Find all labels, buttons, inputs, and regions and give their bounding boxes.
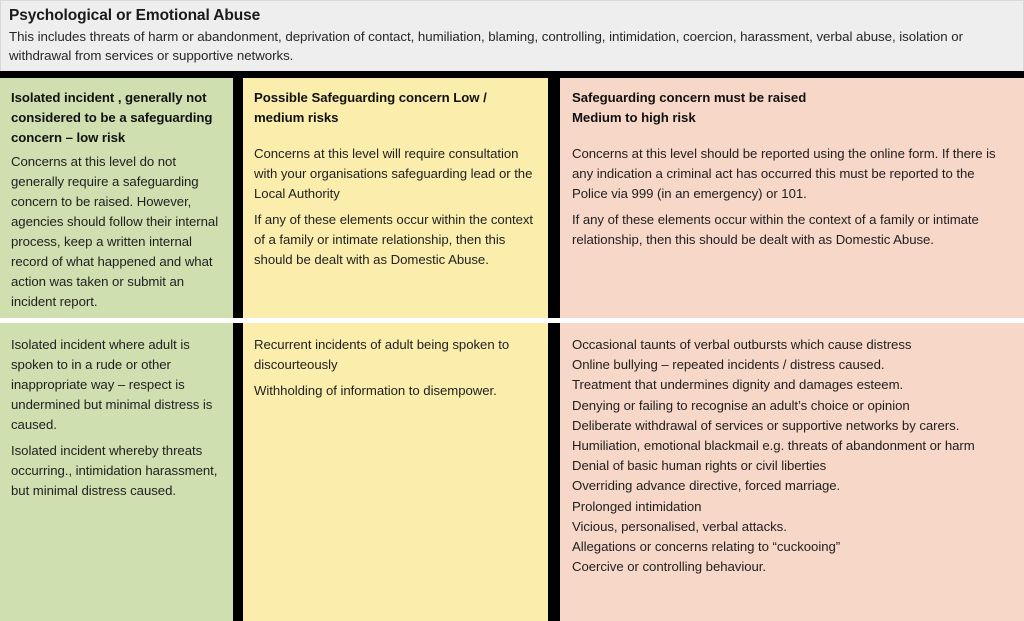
list-item: Online bullying – repeated incidents / distress caused. [572,357,885,373]
low-risk-guidance-paragraph: Concerns at this level do not generally require a safeguarding concern to be raised. However, agencies should follow their internal process, keep a written internal record of what happened and what action was taken or submit an incident report. [11,154,219,309]
low-risk-title-line-1: Isolated incident , generally not [11,90,207,105]
medium-risk-title-line-2: medium risks [254,110,339,125]
cell-low-risk-examples [0,323,233,621]
high-risk-title [572,88,1012,128]
cell-low-risk-guidance [0,78,233,318]
medium-risk-guidance-paragraph-2: If any of these elements occur within the context of a family or intimate relationship, then this should be dealt with as Domestic Abuse. [254,212,534,267]
column-high-risk-guidance [560,78,1024,318]
column-medium-risk-examples [243,323,548,621]
cell-high-risk-examples [560,323,1024,621]
high-risk-title-line-2: Medium to high risk [572,110,696,125]
list-item: Treatment that undermines dignity and damages esteem. [572,377,904,393]
spacer [254,132,537,144]
list-item: Humiliation, emotional blackmail e.g. threats of abandonment or harm [572,438,975,454]
list-item: Deliberate withdrawal of services or supportive networks by carers. [572,417,960,433]
page-title: Psychological or Emotional Abuse [9,7,261,24]
column-high-risk-examples [560,323,1024,621]
header-divider-rule [0,71,1024,78]
high-risk-title-line-1: Safeguarding concern must be raised [572,90,807,105]
medium-risk-example-2: Withholding of information to disempower. [254,383,497,398]
column-divider-2 [548,78,560,318]
medium-risk-title-line-1: Possible Safeguarding concern Low / [254,90,487,105]
medium-risk-example-1: Recurrent incidents of adult being spoken to discourteously [254,337,510,372]
list-item: Prolonged intimidation [572,498,702,514]
column-divider-1 [233,78,243,318]
column-low-risk-examples [0,323,233,621]
column-low-risk-guidance [0,78,233,318]
low-risk-example-1: Isolated incident where adult is spoken to in a rude or other inappropriate way – respect is undermined but minimal distress is caused. [11,337,213,432]
low-risk-title [11,88,222,148]
list-item: Occasional taunts of verbal outbursts which cause distress [572,337,912,352]
cell-medium-risk-guidance [243,78,548,318]
high-risk-guidance-paragraph-2: If any of these elements occur within the context of a family or intimate relationship, then this should be dealt with as Domestic Abuse. [572,212,979,247]
guidance-row [0,78,1024,318]
column-medium-risk-guidance [243,78,548,318]
low-risk-example-2: Isolated incident whereby threats occurring., intimidation harassment, but minimal distress caused. [11,443,218,498]
medium-risk-title [254,88,537,128]
high-risk-guidance-paragraph-1: Concerns at this level should be reported using the online form. If there is any indication a criminal act has occurred this must be reported to the Police via 999 (in an emergency) or 101. [572,146,996,201]
cell-high-risk-guidance [560,78,1024,318]
list-item: Overriding advance directive, forced marriage. [572,478,841,494]
risk-matrix-grid [0,78,1024,621]
page-description: This includes threats of harm or abandonment, deprivation of contact, humiliation, blaming, controlling, intimidation, coercion, harassment, verbal abuse, isolation or withdrawal from services or supportive networks. [9,29,963,63]
list-item: Denying or failing to recognise an adult’s choice or opinion [572,397,910,413]
column-divider-3 [233,323,243,621]
medium-risk-guidance-paragraph-1: Concerns at this level will require consultation with your organisations safeguarding lead or the Local Authority [254,146,533,201]
low-risk-title-line-3: concern – low risk [11,130,126,145]
list-item: Vicious, personalised, verbal attacks. [572,518,787,534]
list-item: Coercive or controlling behaviour. [572,559,767,575]
examples-row [0,323,1024,621]
low-risk-title-line-2: considered to be a safeguarding [11,110,213,125]
list-item: Denial of basic human rights or civil liberties [572,458,827,474]
high-risk-example-list [572,335,1012,577]
column-divider-4 [548,323,560,621]
cell-medium-risk-examples [243,323,548,621]
header-banner [0,0,1024,71]
spacer [572,132,1012,144]
list-item: Allegations or concerns relating to “cuckooing” [572,539,841,555]
